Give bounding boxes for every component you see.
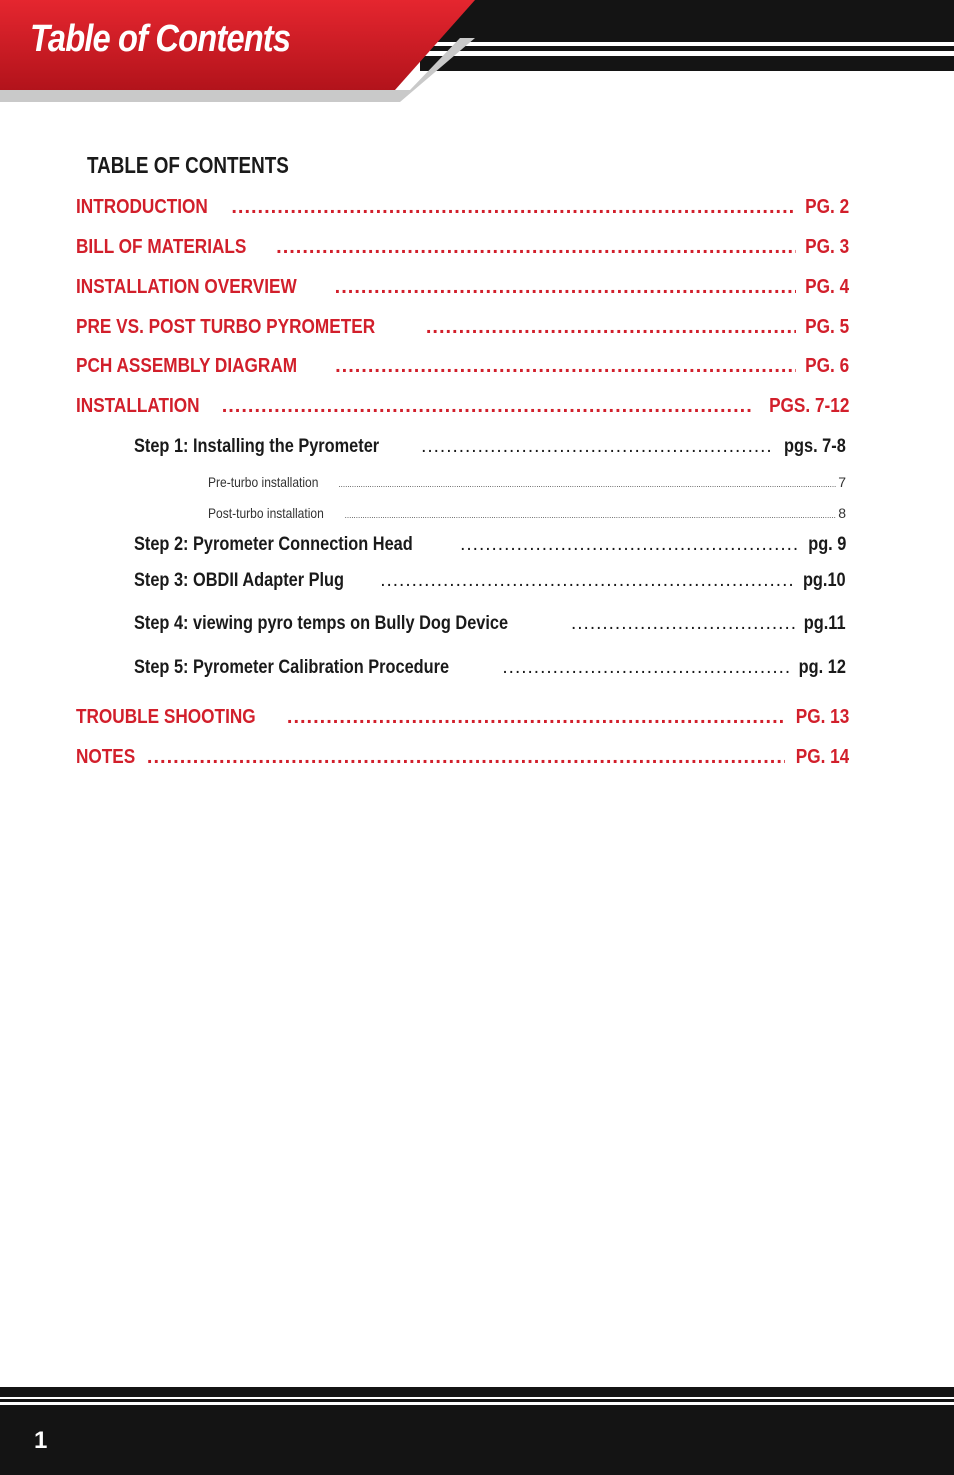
- dot-leader: [276, 236, 796, 259]
- footer-stripe: [0, 1387, 954, 1397]
- toc-entry-label: Step 3: OBDII Adapter Plug: [134, 570, 345, 591]
- toc-entry-pre-vs-post[interactable]: [76, 316, 849, 344]
- toc-entry-page: PG. 5: [805, 316, 849, 338]
- toc-entry-notes[interactable]: [76, 746, 849, 774]
- toc-entry-label: Step 1: Installing the Pyrometer: [134, 436, 380, 457]
- page-header: [0, 0, 954, 110]
- toc-entry-page: PG. 4: [805, 276, 849, 298]
- toc-entry-label: PRE VS. POST TURBO PYROMETER: [76, 316, 376, 338]
- dot-leader: [380, 570, 794, 592]
- toc-entry-page: pg. 9: [807, 534, 846, 555]
- dot-leader: [421, 436, 772, 458]
- toc-entry-label: INSTALLATION OVERVIEW: [76, 276, 297, 298]
- dot-leader: [338, 480, 836, 489]
- toc-entry-label: INTRODUCTION: [76, 196, 208, 218]
- toc-entry-page: pg.10: [803, 570, 846, 591]
- toc-entry-label: Step 4: viewing pyro temps on Bully Dog Device: [134, 613, 509, 634]
- toc-entry-label: Post-turbo installation: [208, 505, 324, 521]
- dot-leader: [335, 355, 796, 378]
- toc-entry-page: PGS. 7-12: [768, 395, 849, 417]
- dot-leader: [287, 706, 785, 729]
- toc-entry-pre-turbo[interactable]: [208, 474, 846, 494]
- toc-entry-step-5[interactable]: [134, 657, 846, 683]
- footer-divider: [0, 1399, 954, 1402]
- toc-entry-label: INSTALLATION: [76, 395, 200, 417]
- dot-leader: [426, 316, 796, 339]
- page-number: 1: [34, 1427, 48, 1454]
- toc-entry-page: pgs. 7-8: [784, 436, 846, 457]
- toc-entry-label: Pre-turbo installation: [208, 474, 319, 490]
- dot-leader: [460, 534, 800, 556]
- dot-leader: [335, 276, 796, 299]
- dot-leader: [571, 613, 795, 635]
- dot-leader: [345, 511, 837, 520]
- toc-entry-pch-assembly-diagram[interactable]: [76, 355, 849, 383]
- dot-leader: [222, 395, 754, 418]
- toc-entry-page: PG. 13: [795, 706, 849, 728]
- toc-entry-label: Step 2: Pyrometer Connection Head: [134, 534, 413, 555]
- toc-entry-label: PCH ASSEMBLY DIAGRAM: [76, 355, 298, 377]
- dot-leader: [231, 196, 796, 219]
- toc-entry-step-1[interactable]: [134, 436, 846, 462]
- toc-entry-post-turbo[interactable]: [208, 505, 846, 525]
- toc-entry-installation[interactable]: [76, 395, 849, 423]
- toc-entry-page: 8: [838, 505, 846, 521]
- toc-entry-page: 7: [838, 474, 846, 490]
- toc-entry-introduction[interactable]: [76, 196, 849, 224]
- toc-entry-step-2[interactable]: [134, 534, 846, 560]
- toc-entry-installation-overview[interactable]: [76, 276, 849, 304]
- toc-entry-page: PG. 6: [805, 355, 849, 377]
- section-heading: TABLE OF CONTENTS: [87, 152, 289, 178]
- page-footer: [0, 1387, 954, 1475]
- page-title: Table of Contents: [30, 18, 291, 60]
- toc-entry-step-4[interactable]: [134, 613, 846, 639]
- toc-entry-bill-of-materials[interactable]: [76, 236, 849, 264]
- footer-bar: [0, 1405, 954, 1475]
- toc-entry-label: TROUBLE SHOOTING: [76, 706, 256, 728]
- dot-leader: [147, 746, 785, 769]
- toc-entry-label: NOTES: [76, 746, 136, 768]
- toc-entry-page: PG. 3: [805, 236, 849, 258]
- toc-entry-page: pg.11: [804, 613, 846, 634]
- toc-entry-label: Step 5: Pyrometer Calibration Procedure: [134, 657, 450, 678]
- toc-entry-label: BILL OF MATERIALS: [76, 236, 247, 258]
- toc-entry-trouble-shooting[interactable]: [76, 706, 849, 734]
- toc-entry-page: PG. 14: [795, 746, 849, 768]
- toc-entry-page: pg. 12: [798, 657, 846, 678]
- toc-entry-page: PG. 2: [805, 196, 849, 218]
- dot-leader: [502, 657, 789, 679]
- toc-entry-step-3[interactable]: [134, 570, 846, 596]
